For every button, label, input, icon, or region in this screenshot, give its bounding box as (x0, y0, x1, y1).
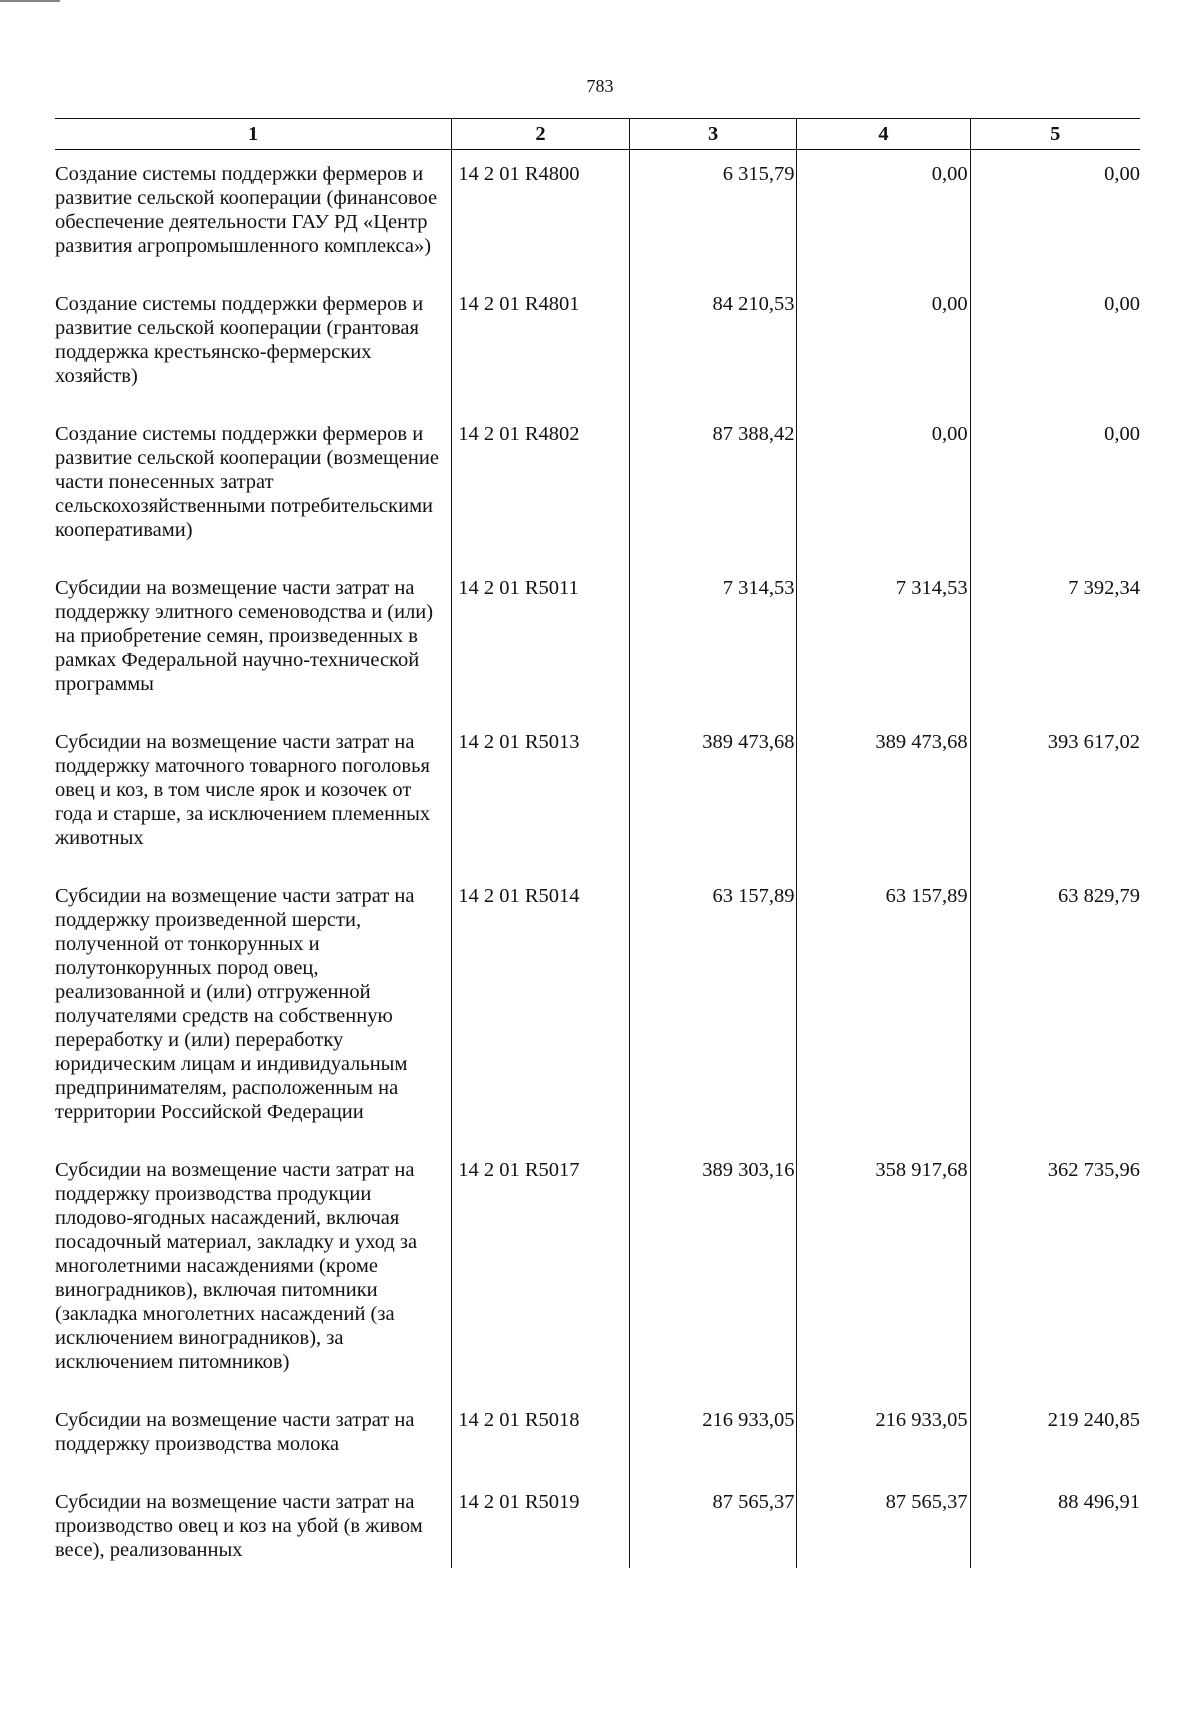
row-value-4: 0,00 (797, 280, 970, 410)
row-value-4: 358 917,68 (797, 1146, 970, 1396)
row-value-3: 87 565,37 (629, 1478, 797, 1568)
table-header-row (55, 119, 1140, 150)
budget-table-container (55, 118, 1140, 1568)
row-name: Субсидии на возмещение части затрат на поддержку производства продукции плодово-ягодных насаждений, включая посадочный материал, закладку и уход за многолетними насаждениями (кроме виноградников), включая питомники (закладка многолетних насаждений (за исключением виноградников), за исключением питомников) (55, 1159, 418, 1373)
table-row (55, 872, 1140, 1146)
row-name: Создание системы поддержки фермеров и развитие сельской кооперации (финансовое обеспечение деятельности ГАУ РД «Центр развития агропромышленного комплекса») (55, 163, 438, 257)
row-value-4: 216 933,05 (797, 1396, 970, 1478)
row-value-3: 63 157,89 (629, 872, 797, 1146)
row-value-3: 84 210,53 (629, 280, 797, 410)
row-code: 14 2 01 R5013 (452, 718, 630, 872)
row-value-5: 362 735,96 (970, 1146, 1140, 1396)
table-row (55, 280, 1140, 410)
header-col-2: 2 (452, 119, 630, 150)
row-value-5: 0,00 (970, 410, 1140, 564)
table-row (55, 1146, 1140, 1396)
row-name: Создание системы поддержки фермеров и развитие сельской кооперации (грантовая поддержка крестьянско-фермерских хозяйств) (55, 293, 424, 387)
row-value-3: 6 315,79 (629, 150, 797, 281)
row-name: Субсидии на возмещение части затрат на поддержку производства молока (55, 1409, 415, 1455)
row-name: Субсидии на возмещение части затрат на производство овец и коз на убой (в живом весе), реализованных (55, 1491, 423, 1561)
header-col-4: 4 (797, 119, 970, 150)
row-value-4: 0,00 (797, 150, 970, 281)
row-code: 14 2 01 R5014 (452, 872, 630, 1146)
row-value-5: 88 496,91 (970, 1478, 1140, 1568)
row-value-3: 7 314,53 (629, 564, 797, 718)
row-code: 14 2 01 R5019 (452, 1478, 630, 1568)
row-code: 14 2 01 R5018 (452, 1396, 630, 1478)
row-code: 14 2 01 R4801 (452, 280, 630, 410)
row-value-4: 389 473,68 (797, 718, 970, 872)
header-col-5: 5 (970, 119, 1140, 150)
scan-edge-mark (0, 0, 60, 2)
row-value-3: 216 933,05 (629, 1396, 797, 1478)
table-row (55, 1478, 1140, 1568)
row-value-4: 0,00 (797, 410, 970, 564)
row-value-5: 63 829,79 (970, 872, 1140, 1146)
page-number: 783 (586, 76, 614, 96)
table-row (55, 1396, 1140, 1478)
row-name: Субсидии на возмещение части затрат на поддержку произведенной шерсти, полученной от тонкорунных и полутонкорунных пород овец, реализованной и (или) отгруженной получателями средств на собственную переработку и (или) переработку юридическим лицам и индивидуальным предпринимателям, расположенным на территории Российской Федерации (55, 885, 415, 1123)
row-value-4: 63 157,89 (797, 872, 970, 1146)
row-value-5: 0,00 (970, 280, 1140, 410)
row-code: 14 2 01 R4802 (452, 410, 630, 564)
header-col-3: 3 (629, 119, 797, 150)
row-code: 14 2 01 R5017 (452, 1146, 630, 1396)
table-row (55, 564, 1140, 718)
row-name: Субсидии на возмещение части затрат на поддержку маточного товарного поголовья овец и коз, в том числе ярок и козочек от года и старше, за исключением племенных животных (55, 731, 431, 849)
table-row (55, 410, 1140, 564)
budget-table (55, 118, 1140, 1568)
row-code: 14 2 01 R5011 (452, 564, 630, 718)
row-value-5: 0,00 (970, 150, 1140, 281)
row-value-3: 389 473,68 (629, 718, 797, 872)
row-name: Субсидии на возмещение части затрат на поддержку элитного семеноводства и (или) на приобретение семян, произведенных в рамках Федеральной научно-технической программы (55, 577, 434, 695)
row-value-4: 87 565,37 (797, 1478, 970, 1568)
header-col-1: 1 (55, 119, 452, 150)
row-value-3: 389 303,16 (629, 1146, 797, 1396)
row-value-4: 7 314,53 (797, 564, 970, 718)
row-name: Создание системы поддержки фермеров и развитие сельской кооперации (возмещение части понесенных затрат сельскохозяйственными потребительскими кооперативами) (55, 423, 439, 541)
row-value-5: 393 617,02 (970, 718, 1140, 872)
table-row (55, 150, 1140, 281)
table-row (55, 718, 1140, 872)
row-value-5: 7 392,34 (970, 564, 1140, 718)
row-value-3: 87 388,42 (629, 410, 797, 564)
row-code: 14 2 01 R4800 (452, 150, 630, 281)
row-value-5: 219 240,85 (970, 1396, 1140, 1478)
